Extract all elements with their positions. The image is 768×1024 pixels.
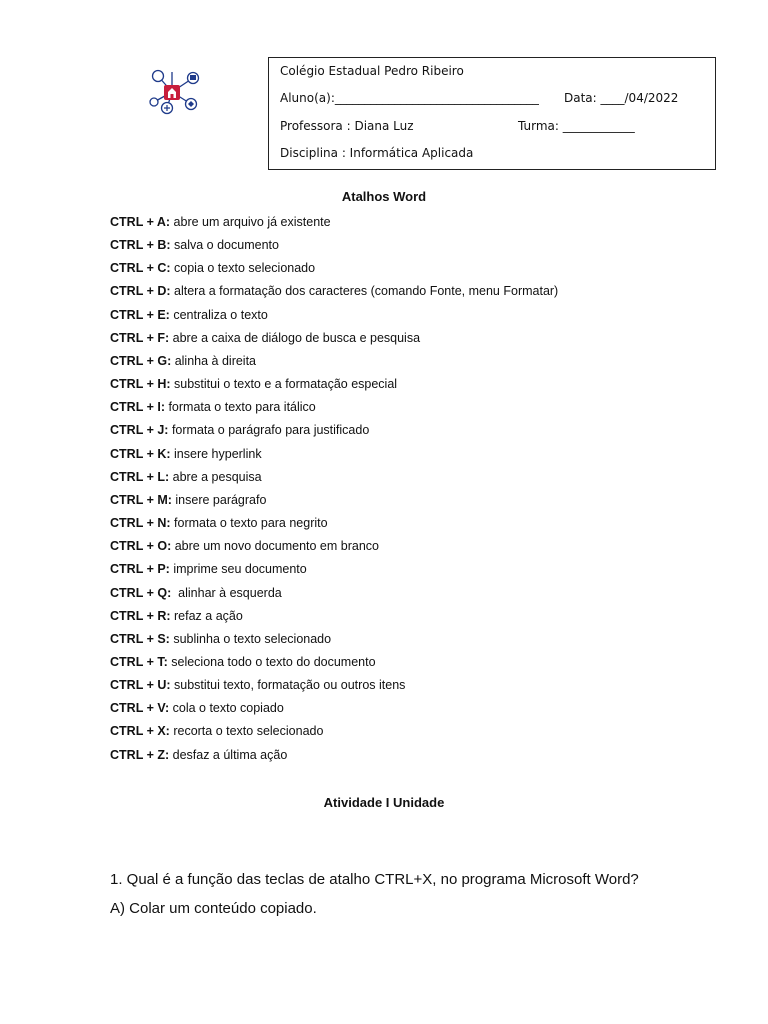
shortcut-key: CTRL + N: (110, 516, 171, 531)
shortcut-item (110, 237, 558, 260)
shortcut-item (110, 654, 558, 677)
shortcut-key: CTRL + O: (110, 539, 172, 554)
shortcut-description: centraliza o texto (169, 307, 268, 322)
shortcut-key: CTRL + F: (110, 330, 170, 345)
page-title: Atalhos Word (341, 189, 427, 204)
shortcut-description: abre um novo documento em branco (171, 539, 379, 554)
shortcut-item (110, 723, 558, 746)
shortcut-key: CTRL + M: (110, 492, 172, 507)
shortcut-key: CTRL + U: (110, 678, 171, 693)
shortcut-key: CTRL + S: (110, 631, 170, 646)
school-logo (146, 68, 208, 116)
shortcut-key: CTRL + Q: (110, 585, 172, 600)
shortcut-description: abre a pesquisa (169, 469, 262, 484)
header-box (268, 57, 716, 170)
shortcut-key: CTRL + D: (110, 284, 171, 299)
shortcut-item (110, 515, 558, 538)
shortcut-description: imprime seu documento (169, 562, 307, 577)
shortcut-key: CTRL + E: (110, 307, 170, 322)
shortcut-key: CTRL + B: (110, 238, 171, 253)
shortcut-item (110, 492, 558, 515)
shortcut-description: abre um arquivo já existente (170, 215, 331, 229)
shortcut-description: formata o texto para negrito (170, 516, 328, 531)
network-icon (146, 68, 208, 116)
shortcut-item (110, 561, 558, 584)
shortcut-item (110, 422, 558, 445)
shortcut-item (110, 330, 558, 353)
shortcut-description: copia o texto selecionado (170, 261, 316, 276)
school-name: Colégio Estadual Pedro Ribeiro (280, 64, 464, 78)
shortcut-description: sublinha o texto selecionado (169, 631, 332, 646)
shortcut-description: insere parágrafo (171, 492, 267, 507)
shortcut-description: altera a formatação dos caracteres (comando Fonte, menu Formatar) (170, 284, 559, 299)
shortcut-item (110, 353, 558, 376)
shortcut-description: alinhar à esquerda (171, 585, 282, 600)
shortcut-description: formata o parágrafo para justificado (168, 423, 370, 438)
shortcut-description: seleciona todo o texto do documento (167, 654, 376, 669)
shortcut-key: CTRL + V: (110, 701, 170, 716)
shortcut-key: CTRL + C: (110, 261, 171, 276)
shortcut-description: substitui o texto e a formatação especial (170, 377, 398, 392)
shortcut-item (110, 747, 558, 770)
activity-title: Atividade I Unidade (323, 795, 445, 810)
subject-name: Disciplina : Informática Aplicada (280, 146, 474, 160)
teacher-name: Professora : Diana Luz (280, 119, 414, 133)
shortcut-description: insere hyperlink (170, 446, 262, 461)
shortcut-key: CTRL + X: (110, 724, 170, 739)
shortcut-description: refaz a ação (170, 608, 243, 623)
shortcut-key: CTRL + A: (110, 215, 171, 229)
shortcut-key: CTRL + L: (110, 469, 170, 484)
shortcut-item (110, 307, 558, 330)
shortcut-item (110, 214, 558, 237)
shortcut-description: cola o texto copiado (169, 701, 284, 716)
student-field: Aluno(a):__________________________________ (280, 91, 539, 105)
date-field: Data: ____/04/2022 (564, 91, 679, 105)
shortcut-key: CTRL + P: (110, 562, 170, 577)
shortcut-description: desfaz a última ação (169, 747, 288, 762)
shortcut-key: CTRL + R: (110, 608, 171, 623)
question-text: 1. Qual é a função das teclas de atalho CTRL+X, no programa Microsoft Word? (110, 871, 639, 888)
shortcut-key: CTRL + I: (110, 400, 165, 415)
shortcut-key: CTRL + Z: (110, 747, 170, 762)
shortcut-description: substitui texto, formatação ou outros itens (170, 678, 406, 693)
shortcut-item (110, 585, 558, 608)
shortcut-item (110, 376, 558, 399)
shortcut-description: salva o documento (170, 238, 279, 253)
shortcut-item (110, 399, 558, 422)
shortcut-item (110, 283, 558, 306)
shortcut-key: CTRL + H: (110, 377, 171, 392)
answer-option-a: A) Colar um conteúdo copiado. (110, 900, 317, 917)
shortcut-key: CTRL + T: (110, 654, 168, 669)
class-field: Turma: ____________ (518, 119, 635, 133)
shortcut-key: CTRL + G: (110, 353, 172, 368)
shortcut-key: CTRL + J: (110, 423, 169, 438)
shortcut-key: CTRL + K: (110, 446, 171, 461)
shortcut-item (110, 700, 558, 723)
shortcut-description: abre a caixa de diálogo de busca e pesquisa (169, 330, 421, 345)
shortcut-item (110, 677, 558, 700)
shortcut-item (110, 260, 558, 283)
shortcut-description: recorta o texto selecionado (169, 724, 324, 739)
shortcut-description: alinha à direita (171, 353, 257, 368)
shortcut-description: formata o texto para itálico (164, 400, 316, 415)
shortcut-list (110, 214, 558, 770)
shortcut-item (110, 469, 558, 492)
shortcut-item (110, 631, 558, 654)
shortcut-item (110, 538, 558, 561)
shortcut-item (110, 446, 558, 469)
shortcut-item (110, 608, 558, 631)
